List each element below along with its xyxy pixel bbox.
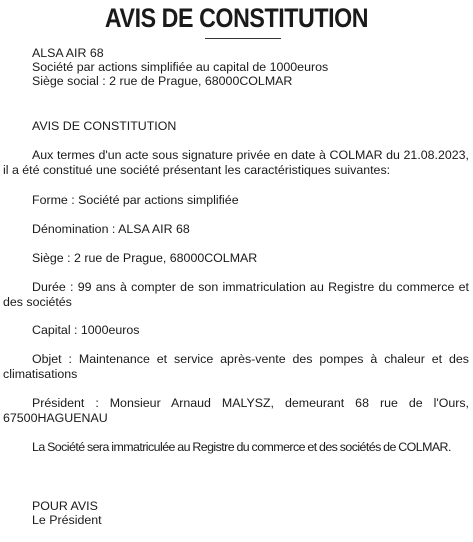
siege-line: Siège : 2 rue de Prague, 68000COLMAR: [32, 251, 258, 265]
title-underline: [205, 38, 281, 39]
objet-paragraph: Objet : Maintenance et service après-vente des pompes à chaleur et des climatisations: [3, 352, 469, 381]
signature-pour-avis: POUR AVIS: [32, 499, 98, 513]
capital-line: Capital : 1000euros: [32, 323, 140, 337]
president-paragraph: Président : Monsieur Arnaud MALYSZ, demeurant 68 rue de l'Ours, 67500HAGUENAU: [3, 396, 469, 425]
page-title: AVIS DE CONSTITUTION: [104, 3, 369, 33]
notice-title: AVIS DE CONSTITUTION: [32, 119, 177, 133]
forme-line: Forme : Société par actions simplifiée: [32, 193, 239, 207]
company-name: ALSA AIR 68: [32, 46, 104, 60]
immatriculation-line: La Société sera immatriculée au Registre du commerce et des sociétés de COLMAR.: [32, 440, 451, 454]
intro-paragraph: Aux termes d'un acte sous signature privée en date à COLMAR du 21.08.2023, il a été constitué une société présentant les caractéristiques suivantes:: [3, 148, 469, 177]
denomination-line: Dénomination : ALSA AIR 68: [32, 222, 190, 236]
signature-president: Le Président: [32, 513, 102, 527]
company-form: Société par actions simplifiée au capital de 1000euros: [32, 60, 329, 74]
registered-office: Siège social : 2 rue de Prague, 68000COLMAR: [32, 74, 293, 88]
duree-paragraph: Durée : 99 ans à compter de son immatriculation au Registre du commerce et des sociétés: [3, 280, 469, 309]
